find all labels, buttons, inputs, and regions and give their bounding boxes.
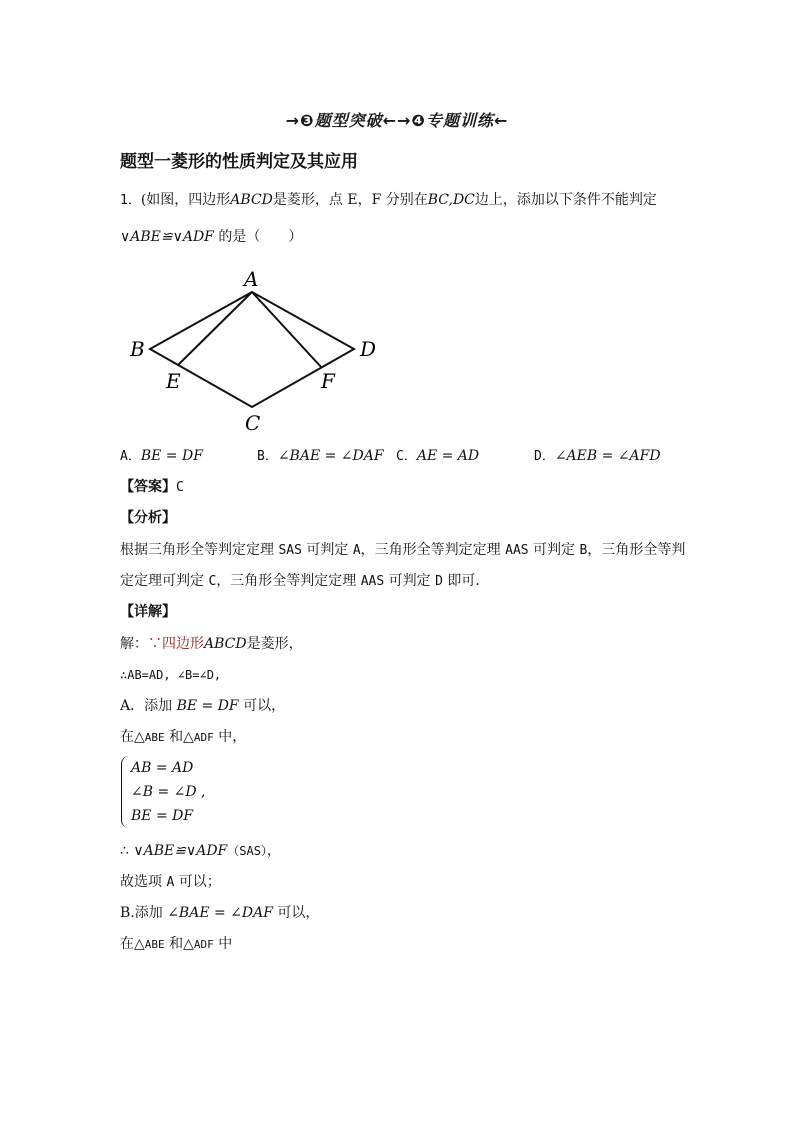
solution-line-1: 解：∵四边形ABCD是菱形，: [120, 636, 303, 652]
system-eq-2: ∠B = ∠D ,: [131, 784, 206, 800]
label-a: A: [244, 267, 259, 291]
option-a: A．BE = DF: [120, 448, 203, 464]
choose-line: 故选项 A 可以；: [120, 874, 221, 890]
analysis-line-2: 定定理可判定 C，三角形全等判定定理 AAS 可判定 D 即可．: [120, 573, 490, 589]
option-a-intro: A．添加 BE = DF 可以，: [120, 698, 286, 714]
question-line-2: [120, 227, 302, 247]
segment-af: [252, 292, 322, 368]
triangle-intro-1: 在△ABE 和△ADF 中，: [120, 729, 247, 745]
question-text-1c: 是菱形，点 E，F 分别在: [272, 192, 428, 208]
label-c: C: [245, 411, 261, 435]
section-title: 题型一菱形的性质判定及其应用: [120, 152, 358, 172]
question-number: 1．: [120, 193, 141, 208]
quad-name: ABCD: [230, 192, 273, 208]
sides-name: BC,DC: [427, 192, 475, 208]
answer-label: 【答案】: [120, 479, 176, 495]
answer-value: C: [176, 480, 184, 495]
option-b-intro: B.添加 ∠BAE = ∠DAF 可以，: [120, 905, 320, 921]
option-d: D．∠AEB = ∠AFD: [534, 448, 661, 464]
analysis-label: 【分析】: [120, 510, 176, 526]
congruence-expr: ∨ABE≌∨ADF: [120, 229, 214, 245]
analysis-line-1: 根据三角形全等判定定理 SAS 可判定 A，三角形全等判定定理 AAS 可判定 B，三角形全等判: [120, 542, 686, 558]
question-text-2b: 的是（ ）: [213, 229, 303, 245]
system-brace: [121, 756, 130, 828]
system-eq-3: BE = DF: [131, 808, 194, 824]
rhombus-figure: [120, 262, 390, 437]
section-header: →❸题型突破←→❹专题训练←: [285, 111, 509, 130]
label-d: D: [360, 337, 377, 361]
label-f: F: [321, 369, 335, 393]
label-b: B: [130, 337, 145, 361]
question-text-1e: 边上，添加以下条件不能判定: [474, 192, 657, 208]
option-b: B．∠BAE = ∠DAF: [257, 448, 384, 464]
option-c: C．AE = AD: [396, 448, 480, 464]
answer-line: [120, 477, 184, 498]
label-e: E: [166, 369, 181, 393]
segment-ae: [178, 292, 252, 365]
question-line-1: [120, 190, 657, 211]
system-eq-1: AB = AD: [131, 760, 194, 776]
therefore-line: ∴AB=AD, ∠B=∠D,: [120, 668, 222, 682]
conclusion-line: ∴ ∨ABE≌∨ADF（SAS），: [120, 843, 281, 859]
question-text-1a: (如图，四边形: [140, 192, 231, 208]
detail-label: 【详解】: [120, 604, 176, 620]
triangle-intro-2: 在△ABE 和△ADF 中: [120, 936, 233, 952]
